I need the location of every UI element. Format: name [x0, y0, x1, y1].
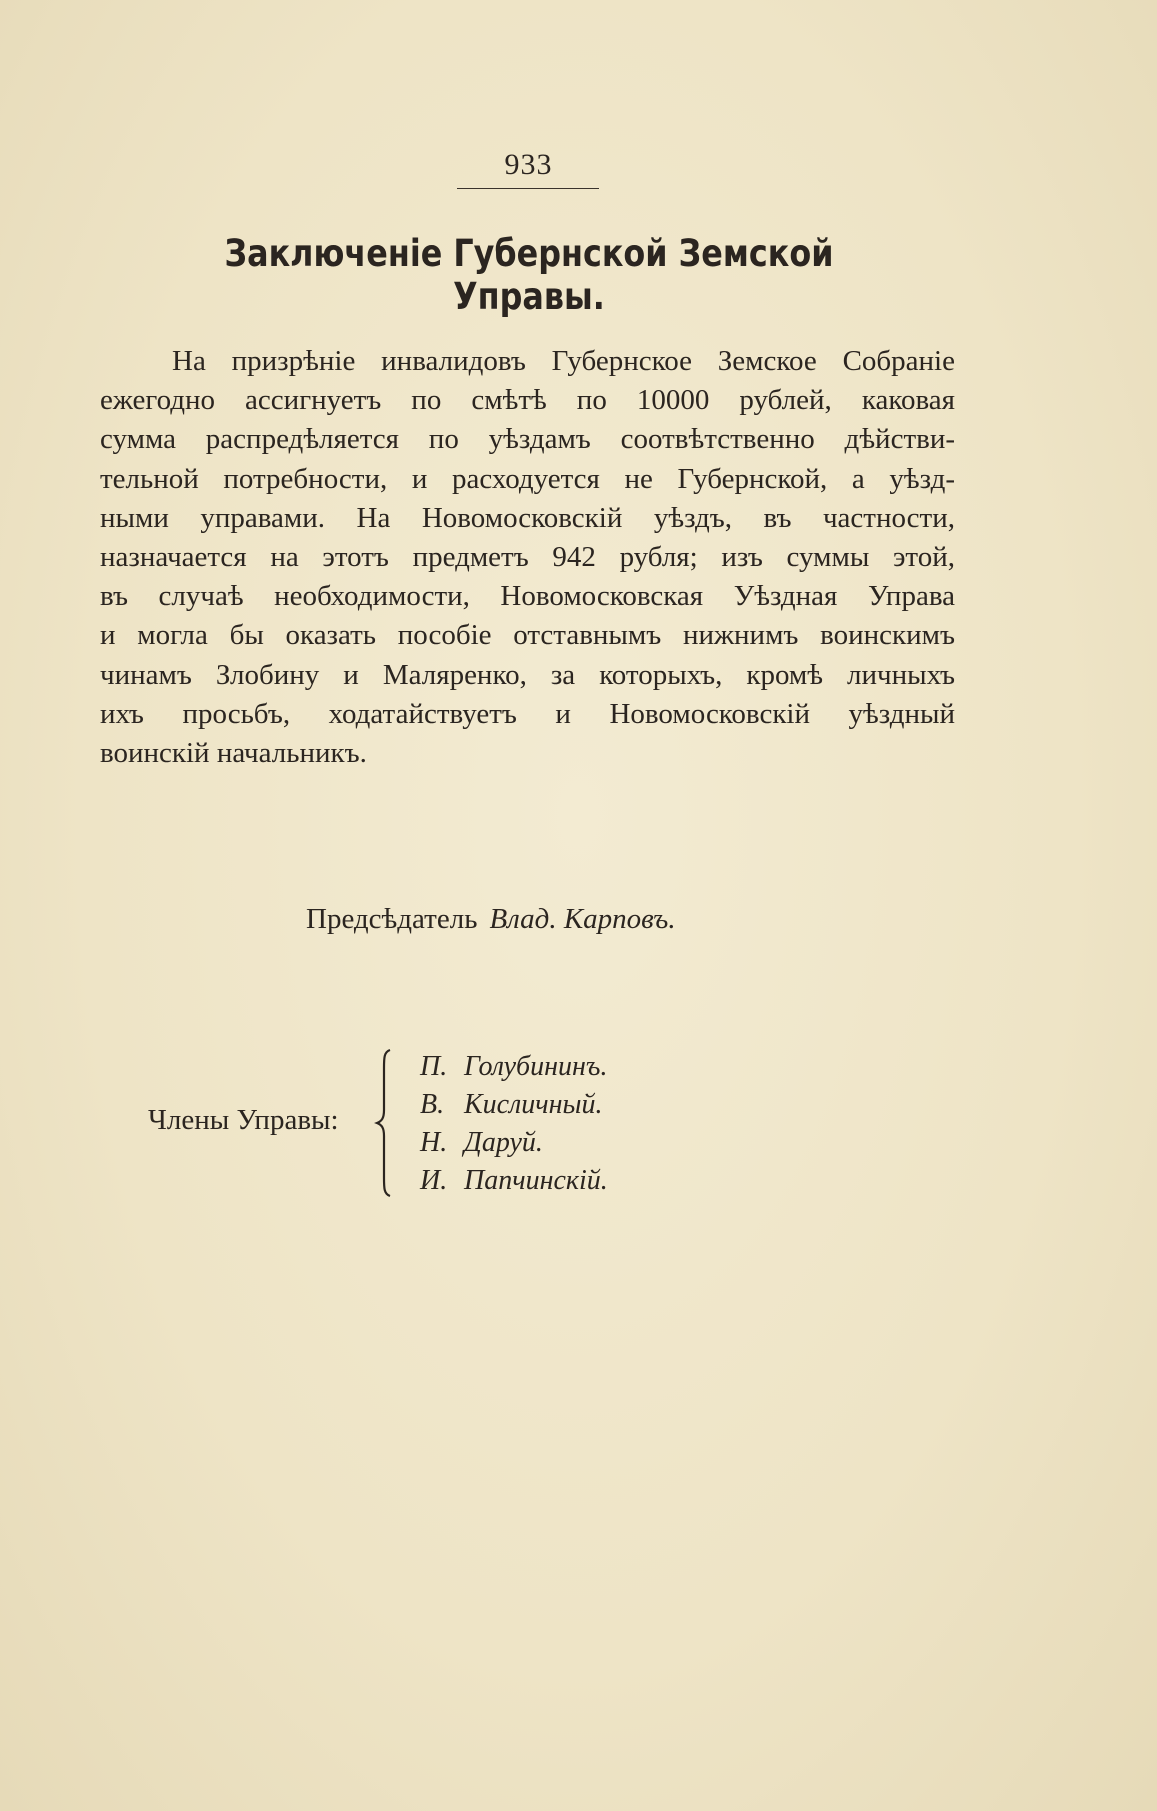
paragraph-line: чинамъ Злобину и Маляренко, за которыхъ, кромѣ личныхъ — [100, 658, 955, 691]
members-list — [420, 1048, 608, 1200]
member-entry — [420, 1086, 608, 1124]
paragraph-line: тельной потребности, и расходуется не Губернской, а уѣзд- — [100, 462, 955, 495]
member-name: Даруй. — [464, 1127, 543, 1158]
member-entry — [420, 1048, 608, 1086]
member-name: Голубининъ. — [464, 1051, 608, 1082]
paragraph-line: назначается на этотъ предметъ 942 рубля; изъ суммы этой, — [100, 541, 955, 574]
body-paragraph — [100, 342, 955, 773]
paragraph-line: ными управами. На Новомосковскій уѣздъ, въ частности, — [100, 501, 955, 534]
paragraph-line: воинскій начальникъ. — [100, 737, 367, 770]
member-name: Папчинскій. — [464, 1165, 608, 1196]
chairman-signature-line — [306, 903, 676, 936]
paragraph-line: въ случаѣ необходимости, Новомосковская Уѣздная Управа — [100, 580, 955, 613]
member-initial: В. — [420, 1089, 445, 1120]
member-entry — [420, 1162, 608, 1200]
chairman-signature: Влад. Карповъ. — [489, 903, 676, 935]
page-number: 933 — [504, 148, 553, 181]
member-entry — [420, 1124, 608, 1162]
member-initial: И. — [420, 1165, 448, 1196]
page-number-rule — [457, 188, 599, 189]
chairman-label: Предсѣдатель — [306, 903, 478, 935]
paragraph-line: сумма распредѣляется по уѣздамъ соотвѣтственно дѣйстви- — [100, 423, 955, 456]
section-heading: Заключеніе Губернской Земской Управы. — [224, 232, 834, 318]
curly-brace — [374, 1048, 396, 1198]
member-name: Кисличный. — [464, 1089, 603, 1120]
paragraph-line: На призрѣніе инвалидовъ Губернское Земское Собраніе — [172, 345, 955, 377]
member-initial: П. — [420, 1051, 448, 1082]
members-label: Члены Управы: — [148, 1104, 339, 1136]
paragraph-line: ежегодно ассигнуетъ по смѣтѣ по 10000 рублей, каковая — [100, 384, 955, 417]
paragraph-line: ихъ просьбъ, ходатайствуетъ и Новомосковскій уѣздный — [100, 697, 955, 730]
paragraph-line: и могла бы оказать пособіе отставнымъ нижнимъ воинскимъ — [100, 619, 955, 652]
member-initial: Н. — [420, 1127, 448, 1158]
